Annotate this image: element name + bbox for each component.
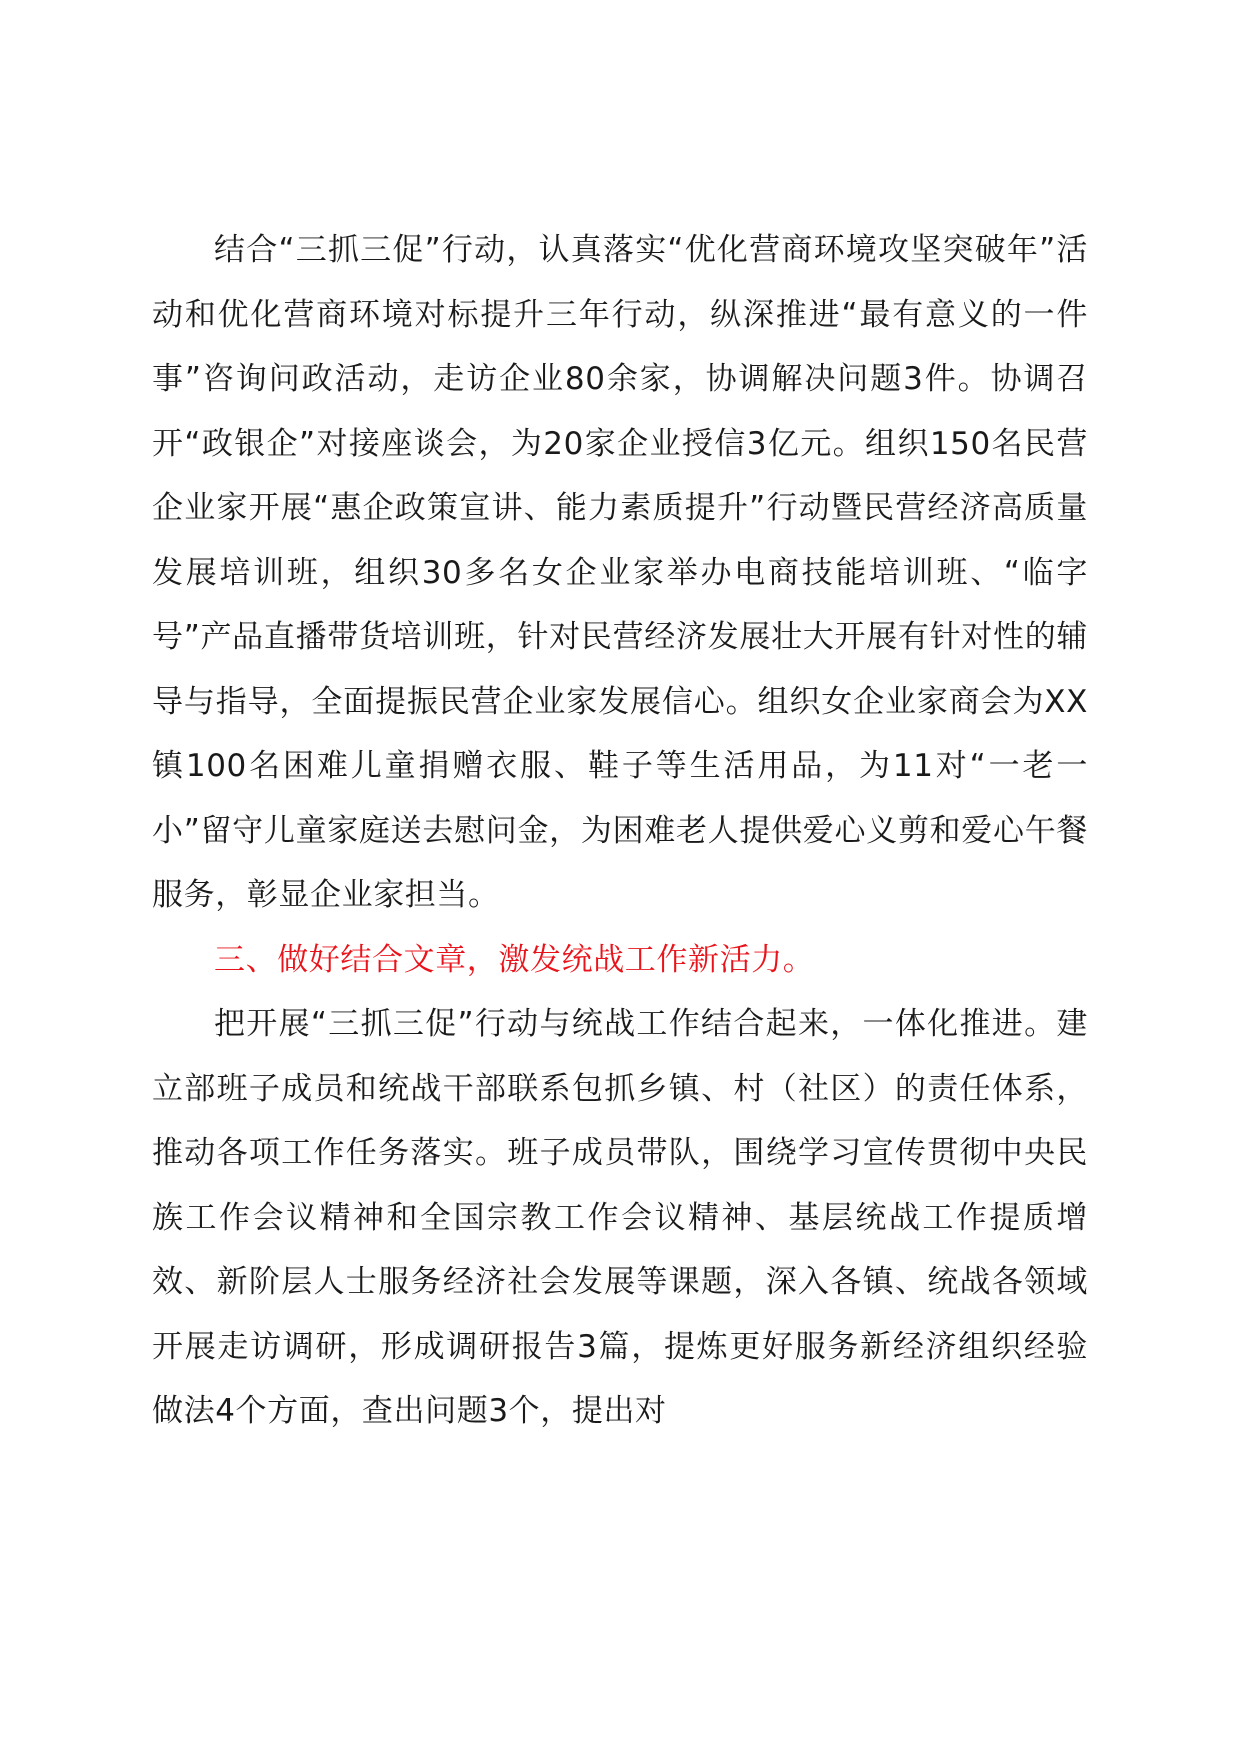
section-heading: 三、做好结合文章，激发统战工作新活力。 bbox=[214, 941, 815, 978]
paragraph-united-front-work: 把开展“三抓三促”行动与统战工作结合起来，一体化推进。建立部班子成员和统战干部联系包抓乡镇、村（社区）的责任体系，推动各项工作任务落实。班子成员带队，围绕学习宣传贯彻中央民族工作会议精神和全国宗教工作会议精神、基层统战工作提质增效、新阶层人士服务经济社会发展等课题，深入各镇、统战各领域开展走访调研，形成调研报告3篇，提炼更好服务新经济组织经验做法4个方面，查出问题3个，提出对 bbox=[152, 1006, 1088, 1429]
document-body bbox=[152, 218, 1088, 1444]
paragraph-business-environment: 结合“三抓三促”行动，认真落实“优化营商环境攻坚突破年”活动和优化营商环境对标提升三年行动，纵深推进“最有意义的一件事”咨询问政活动，走访企业80余家，协调解决问题3件。协调召开“政银企”对接座谈会，为20家企业授信3亿元。组织150名民营企业家开展“惠企政策宣讲、能力素质提升”行动暨民营经济高质量发展培训班，组织30多名女企业家举办电商技能培训班、“临字号”产品直播带货培训班，针对民营经济发展壮大开展有针对性的辅导与指导，全面提振民营企业家发展信心。组织女企业家商会为XX镇100名困难儿童捐赠衣服、鞋子等生活用品，为11对“一老一小”留守儿童家庭送去慰问金，为困难老人提供爱心义剪和爱心午餐服务，彰显企业家担当。 bbox=[152, 232, 1088, 913]
